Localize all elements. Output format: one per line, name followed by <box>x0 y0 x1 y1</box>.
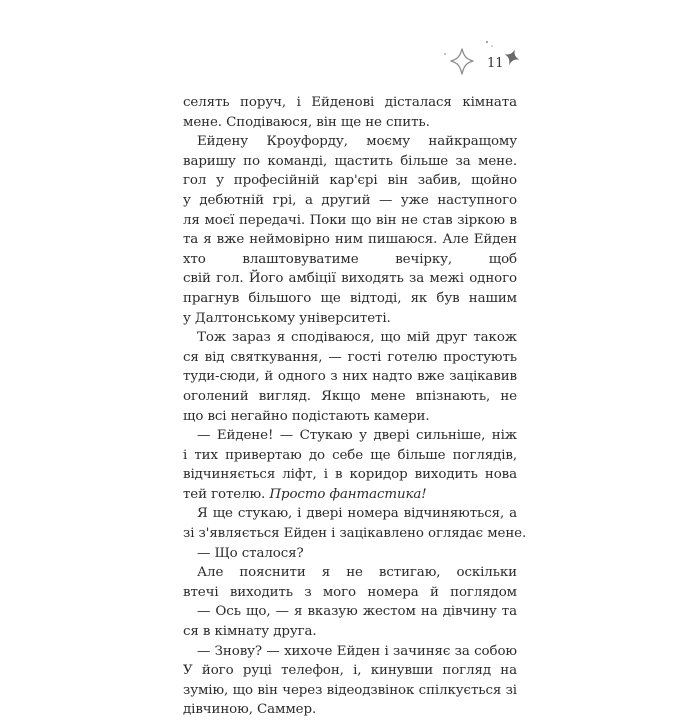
text-line: оголений вигляд. Якщо мене впізнають, не <box>183 388 517 404</box>
text-line: ся від святкування, — гості готелю простують <box>183 349 517 365</box>
text-line: Я ще стукаю, і двері номера відчиняються, а <box>197 506 517 522</box>
text-line: у дебютній грі, а другий — уже наступного <box>183 192 517 208</box>
text-line: хто влаштовуватиме вечірку, щоб <box>183 251 517 267</box>
text-line: Але пояснити я не встигаю, оскільки <box>197 565 517 581</box>
text-line: — Знову? — хихоче Ейден і зачиняє за собою <box>197 643 517 659</box>
text-line: і тих привертаю до себе ще більше поглядів, <box>183 447 517 463</box>
text-line: у Далтонському університеті. <box>183 310 391 326</box>
text-line: свій гол. Його амбіції виходять за межі одного <box>183 271 517 287</box>
text-line: відчиняється ліфт, і в коридор виходить нова <box>183 467 517 483</box>
text-line: гол у професійній кар'єрі він забив, щойно <box>183 173 517 189</box>
text-line: Тож зараз я сподіваюся, що мій друг також <box>197 330 517 346</box>
text-line: — Що сталося? <box>197 545 304 561</box>
text-line: тей готелю. Просто фантастика! <box>183 486 427 502</box>
text-line: мене. Сподіваюся, він ще не спить. <box>183 114 430 130</box>
filled-star-icon <box>501 47 522 68</box>
text-line: зі з'являється Ейден і зацікавлено оглядає мене. <box>183 526 527 542</box>
text-line: дівчиною, Саммер. <box>183 702 317 718</box>
text-line: Ейдену Кроуфорду, моєму найкращому <box>197 134 517 150</box>
text-line: зумію, що він через відеодзвінок спілкується зі <box>183 682 517 698</box>
star-decoration-icon <box>440 40 530 90</box>
text-line: втечі виходить з мого номера й поглядом <box>183 584 517 600</box>
text-line: ля моєї передачі. Поки що він не став зіркою в <box>183 212 517 228</box>
text-line: прагнув більшого ще відтоді, як був нашим <box>183 290 517 306</box>
page-number: 11 <box>487 56 504 71</box>
outline-star-icon <box>451 49 473 74</box>
text-line: варишу по команді, щастить більше за мене. <box>183 153 517 169</box>
text-line: У його руці телефон, і, кинувши погляд на <box>183 663 517 679</box>
italic-text: Просто фантастика! <box>269 486 427 502</box>
text-line: туди-сюди, й одного з них надто вже зацікавив <box>183 369 517 385</box>
text-line: — Ейдене! — Стукаю у двері сильніше, ніж <box>197 428 517 444</box>
text-line: — Ось що, — я вказую жестом на дівчину та <box>197 604 517 620</box>
body-text <box>183 93 527 720</box>
text-line: ся в кімнату друга. <box>183 624 317 640</box>
text-line: та я вже неймовірно ним пишаюся. Але Ейден <box>183 232 517 248</box>
text-line: селять поруч, і Ейденові дісталася кімната <box>183 95 517 110</box>
text-line: що всі негайно подістають камери. <box>183 408 430 424</box>
